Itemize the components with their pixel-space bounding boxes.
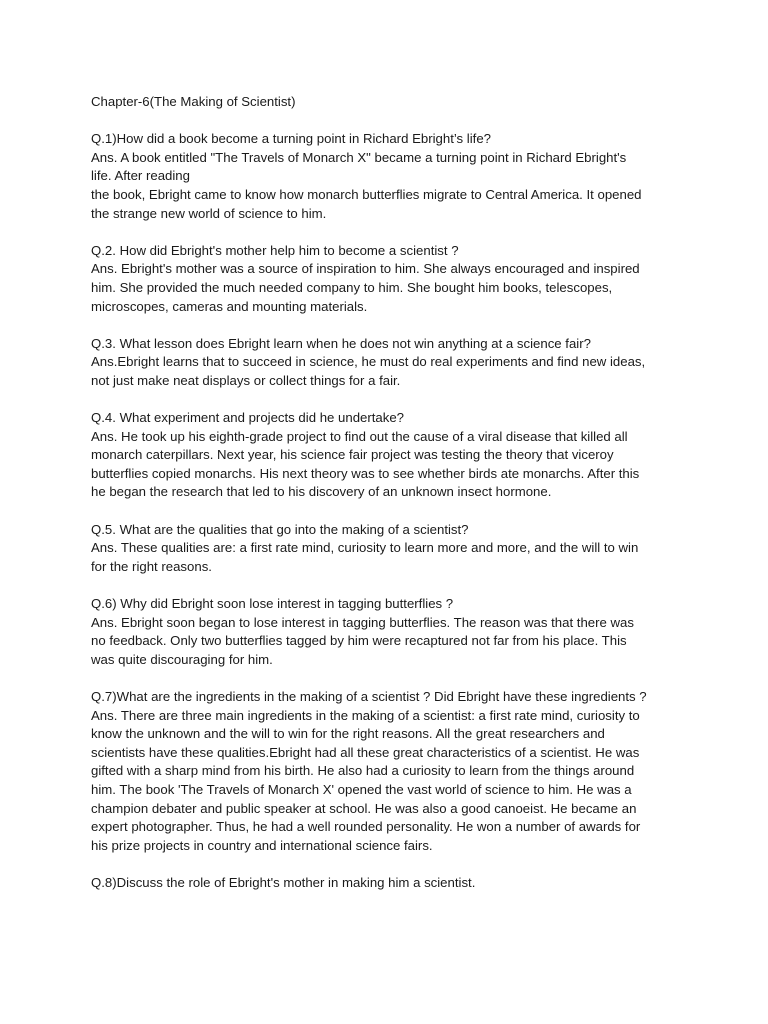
question-line: Q.8)Discuss the role of Ebright's mother in making him a scientist. [91,874,476,890]
answer-line: he began the research that led to his discovery of an unknown insect hormone. [91,484,552,500]
document-page [91,93,681,911]
answer-line: was quite discouraging for him. [91,651,273,667]
answer-line: the strange new world of science to him. [91,205,327,221]
answer-line: no feedback. Only two butterflies tagged by him were recaptured not far from his place. This [91,633,627,649]
answer-line: know the unknown and the will to win for the right reasons. All the great researchers and [91,726,605,742]
answer-line: gifted with a sharp mind from his birth. He also had a curiosity to learn from the things around [91,763,635,779]
qa-block [91,409,681,502]
answer-line: scientists have these qualities.Ebright had all these great characteristics of a scientist. He was [91,744,640,760]
qa-list [91,130,681,892]
qa-block [91,688,681,855]
answer-line: not just make neat displays or collect things for a fair. [91,372,401,388]
page-title: Chapter-6(The Making of Scientist) [91,94,296,109]
qa-block [91,130,681,223]
answer-line: monarch caterpillars. Next year, his science fair project was testing the theory that viceroy [91,447,614,463]
answer-line: his prize projects in country and international science fairs. [91,837,433,853]
answer-line: Ans. Ebright soon began to lose interest in tagging butterflies. The reason was that there was [91,614,634,630]
question-line: Q.1)How did a book become a turning point in Richard Ebright’s life? [91,131,491,147]
answer-line: life. After reading [91,168,190,184]
question-line: Q.6) Why did Ebright soon lose interest in tagging butterflies ? [91,596,454,612]
answer-line: Ans. A book entitled "The Travels of Monarch X" became a turning point in Richard Ebright's [91,149,627,165]
answer-line: Ans. Ebright's mother was a source of inspiration to him. She always encouraged and inspired [91,261,640,277]
qa-block [91,521,681,577]
question-line: Q.4. What experiment and projects did he undertake? [91,410,405,426]
answer-line: microscopes, cameras and mounting materials. [91,298,368,314]
question-line: Q.2. How did Ebright's mother help him to become a scientist ? [91,242,459,258]
answer-line: Ans.Ebright learns that to succeed in science, he must do real experiments and find new ideas, [91,354,646,370]
question-line: Q.5. What are the qualities that go into the making of a scientist? [91,521,469,537]
question-line: Q.3. What lesson does Ebright learn when he does not win anything at a science fair? [91,335,591,351]
answer-line: the book, Ebright came to know how monarch butterflies migrate to Central America. It opened [91,186,642,202]
answer-line: Ans. There are three main ingredients in the making of a scientist: a first rate mind, curiosity to [91,707,640,723]
answer-line: him. She provided the much needed company to him. She bought him books, telescopes, [91,279,613,295]
answer-line: for the right reasons. [91,558,212,574]
question-line: Q.7)What are the ingredients in the making of a scientist ? Did Ebright have these ingredients ? [91,689,647,704]
answer-line: him. The book 'The Travels of Monarch X' opened the vast world of science to him. He was a [91,781,632,797]
answer-line: expert photographer. Thus, he had a well rounded personality. He won a number of awards for [91,819,641,835]
answer-line: Ans. He took up his eighth-grade project to find out the cause of a viral disease that killed all [91,428,628,444]
qa-block [91,335,681,391]
answer-line: Ans. These qualities are: a first rate mind, curiosity to learn more and more, and the will to win [91,540,639,556]
answer-line: champion debater and public speaker at school. He was also a good canoeist. He became an [91,800,637,816]
qa-block [91,242,681,316]
answer-line: butterflies copied monarchs. His next theory was to see whether birds ate monarchs. After this [91,465,640,481]
qa-block [91,874,681,893]
qa-block [91,595,681,669]
